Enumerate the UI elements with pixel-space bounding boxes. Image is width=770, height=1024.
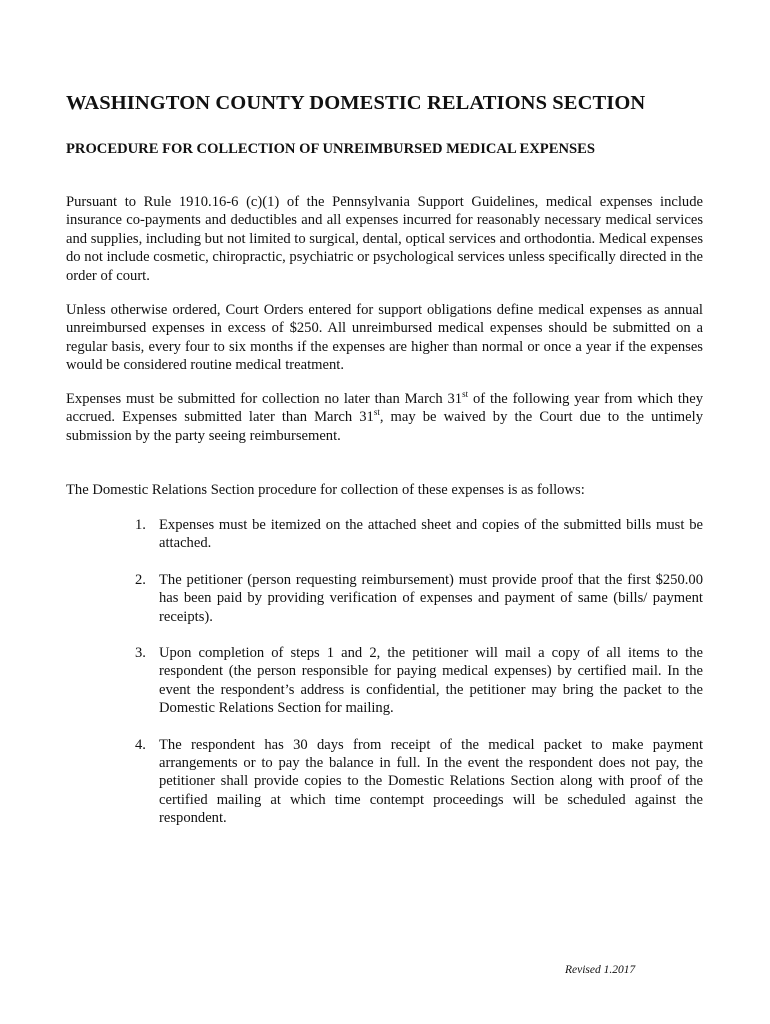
deadline-text-c: , may be waived by the Court due to the untimely submission by the party seeing reimbursement. bbox=[66, 409, 703, 444]
paragraph-procedure-intro: The Domestic Relations Section procedure for collection of these expenses is as follows: bbox=[66, 482, 585, 498]
deadline-text-b: of the following year from which they accrued. Expenses submitted later than March 31 bbox=[66, 391, 703, 426]
step-text: Expenses must be itemized on the attached sheet and copies of the submitted bills must be attached. bbox=[159, 517, 703, 552]
revision-note: Revised 1.2017 bbox=[565, 964, 636, 976]
procedure-steps-list bbox=[135, 516, 703, 828]
ordinal-suffix: st bbox=[373, 407, 380, 418]
step-text: The respondent has 30 days from receipt of the medical packet to make payment arrangements or to pay the balance in full. In the event the respondent does not pay, the petitioner shall provide copies to the Domestic Relations Section along with proof of the certified mailing at which time contempt proceedings will be scheduled against the respondent. bbox=[159, 736, 703, 827]
paragraph-court-orders: Unless otherwise ordered, Court Orders entered for support obligations define medical expenses as annual unreimbursed expenses in excess of $250. All unreimbursed medical expenses should be submitted on a regular basis, every four to six months if the expenses are higher than normal or once a year if the expenses would be considered routine medical treatment. bbox=[66, 302, 703, 374]
step-text: The petitioner (person requesting reimbursement) must provide proof that the first $250.00 has been paid by providing verification of expenses and payment of same (bills/ payment receipts). bbox=[159, 571, 703, 625]
procedure-step bbox=[135, 516, 703, 553]
step-number: 1. bbox=[135, 517, 146, 533]
paragraph-rule-definition: Pursuant to Rule 1910.16-6 (c)(1) of the Pennsylvania Support Guidelines, medical expenses include insurance co-payments and deductibles and all expenses incurred for reasonably necessary medical services and supplies, including but not limited to surgical, dental, optical services and orthodontia. Medical expenses do not include cosmetic, chiropractic, psychiatric or psychological services unless specifically directed in the order of court. bbox=[66, 194, 703, 284]
step-number: 4. bbox=[135, 736, 146, 753]
document-title: WASHINGTON COUNTY DOMESTIC RELATIONS SECTION bbox=[66, 92, 646, 114]
deadline-text-a: Expenses must be submitted for collection no later than March 31 bbox=[66, 391, 463, 407]
procedure-step bbox=[135, 736, 703, 828]
ordinal-suffix: st bbox=[462, 389, 469, 399]
procedure-step bbox=[135, 644, 703, 718]
step-text: Upon completion of steps 1 and 2, the petitioner will mail a copy of all items to the respondent (the person responsible for paying medical expenses) by certified mail. In the event the respondent’s address is confidential, the petitioner may bring the packet to the Domestic Relations Section for mailing. bbox=[159, 645, 703, 717]
procedure-step bbox=[135, 571, 703, 626]
step-number: 3. bbox=[135, 645, 146, 662]
document-subtitle: PROCEDURE FOR COLLECTION OF UNREIMBURSED MEDICAL EXPENSES bbox=[66, 141, 595, 157]
paragraph-submission-deadline bbox=[66, 390, 703, 445]
step-number: 2. bbox=[135, 571, 146, 588]
